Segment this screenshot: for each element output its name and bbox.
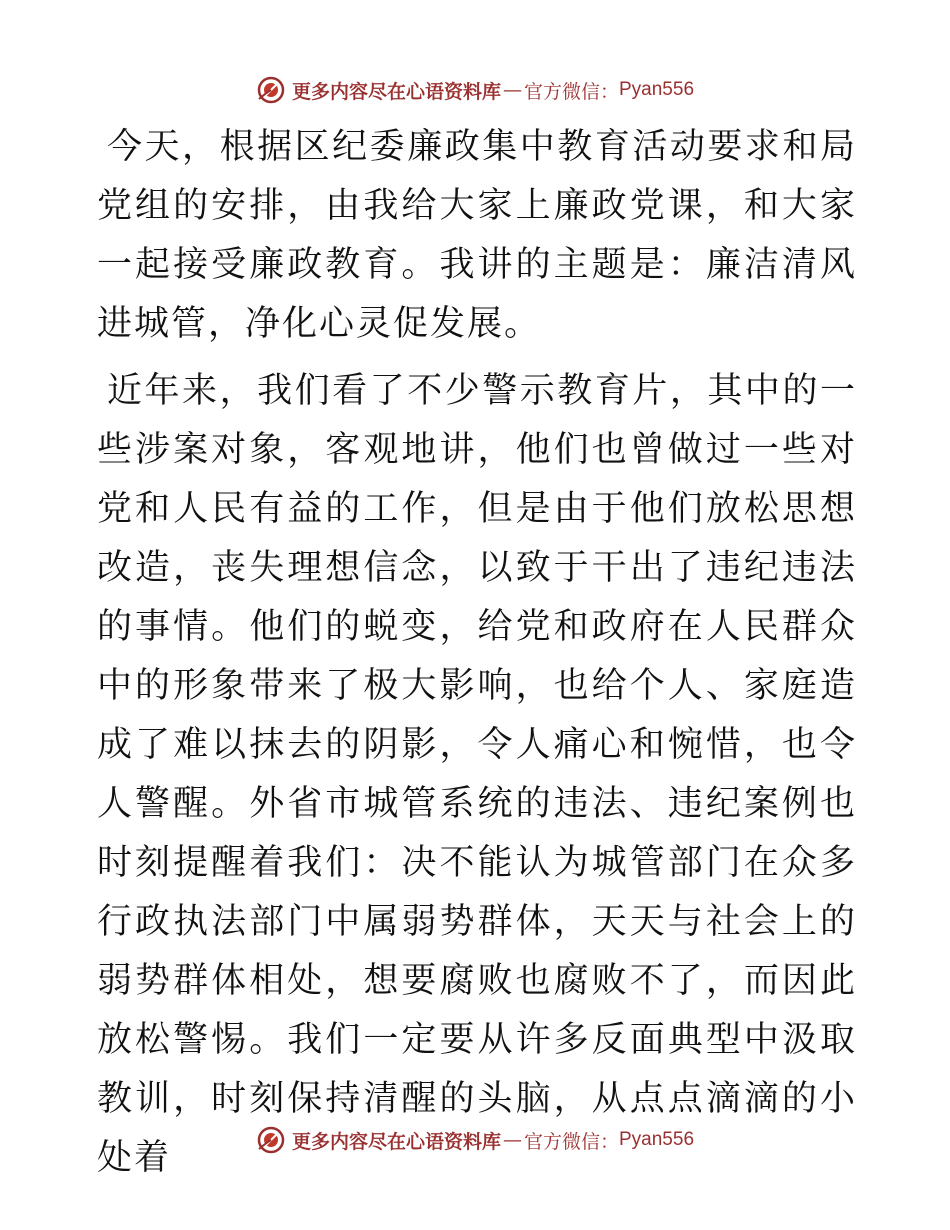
footer-site-text: 更多内容尽在心语资料库 [291, 1130, 501, 1153]
header-banner [0, 70, 950, 110]
red-circle-logo-icon [256, 1125, 286, 1155]
paragraph-1: 今天，根据区纪委廉政集中教育活动要求和局党组的安排，由我给大家上廉政党课，和大家一起接受廉政教育。我讲的主题是：廉洁清风进城管，净化心灵促发展。 [97, 127, 857, 344]
header-site-text: 更多内容尽在心语资料库 [291, 80, 501, 103]
footer-wechat-id: Pyan556 [619, 1129, 695, 1150]
paragraph-2: 近年来，我们看了不少警示教育片，其中的一些涉案对象，客观地讲，他们也曾做过一些对党和人民有益的工作，但是由于他们放松思想改造，丧失理想信念，以致于干出了违纪违法的事情。他们的蜕变，给党和政府在人民群众中的形象带来了极大影响，也给个人、家庭造成了难以抹去的阴影，令人痛心和惋惜，也令人警醒。外省市城管系统的违法、违纪案例也时刻提醒着我们：决不能认为城管部门在众多行政执法部门中属弱势群体，天天与社会上的弱势群体相处，想要腐败也腐败不了，而因此放松警惕。我们一定要从许多反面典型中汲取教训，时刻保持清醒的头脑，从点点滴滴的小处着 [97, 371, 857, 1178]
footer-banner [0, 1120, 950, 1160]
document-body [97, 118, 857, 1196]
header-wechat-id: Pyan556 [619, 79, 695, 100]
footer-official-text: 官方微信： [523, 1130, 619, 1153]
header-official-text: 官方微信： [523, 80, 619, 103]
footer-dash: — [502, 1129, 522, 1151]
header-dash: — [502, 79, 522, 101]
red-circle-logo-icon [256, 75, 286, 105]
